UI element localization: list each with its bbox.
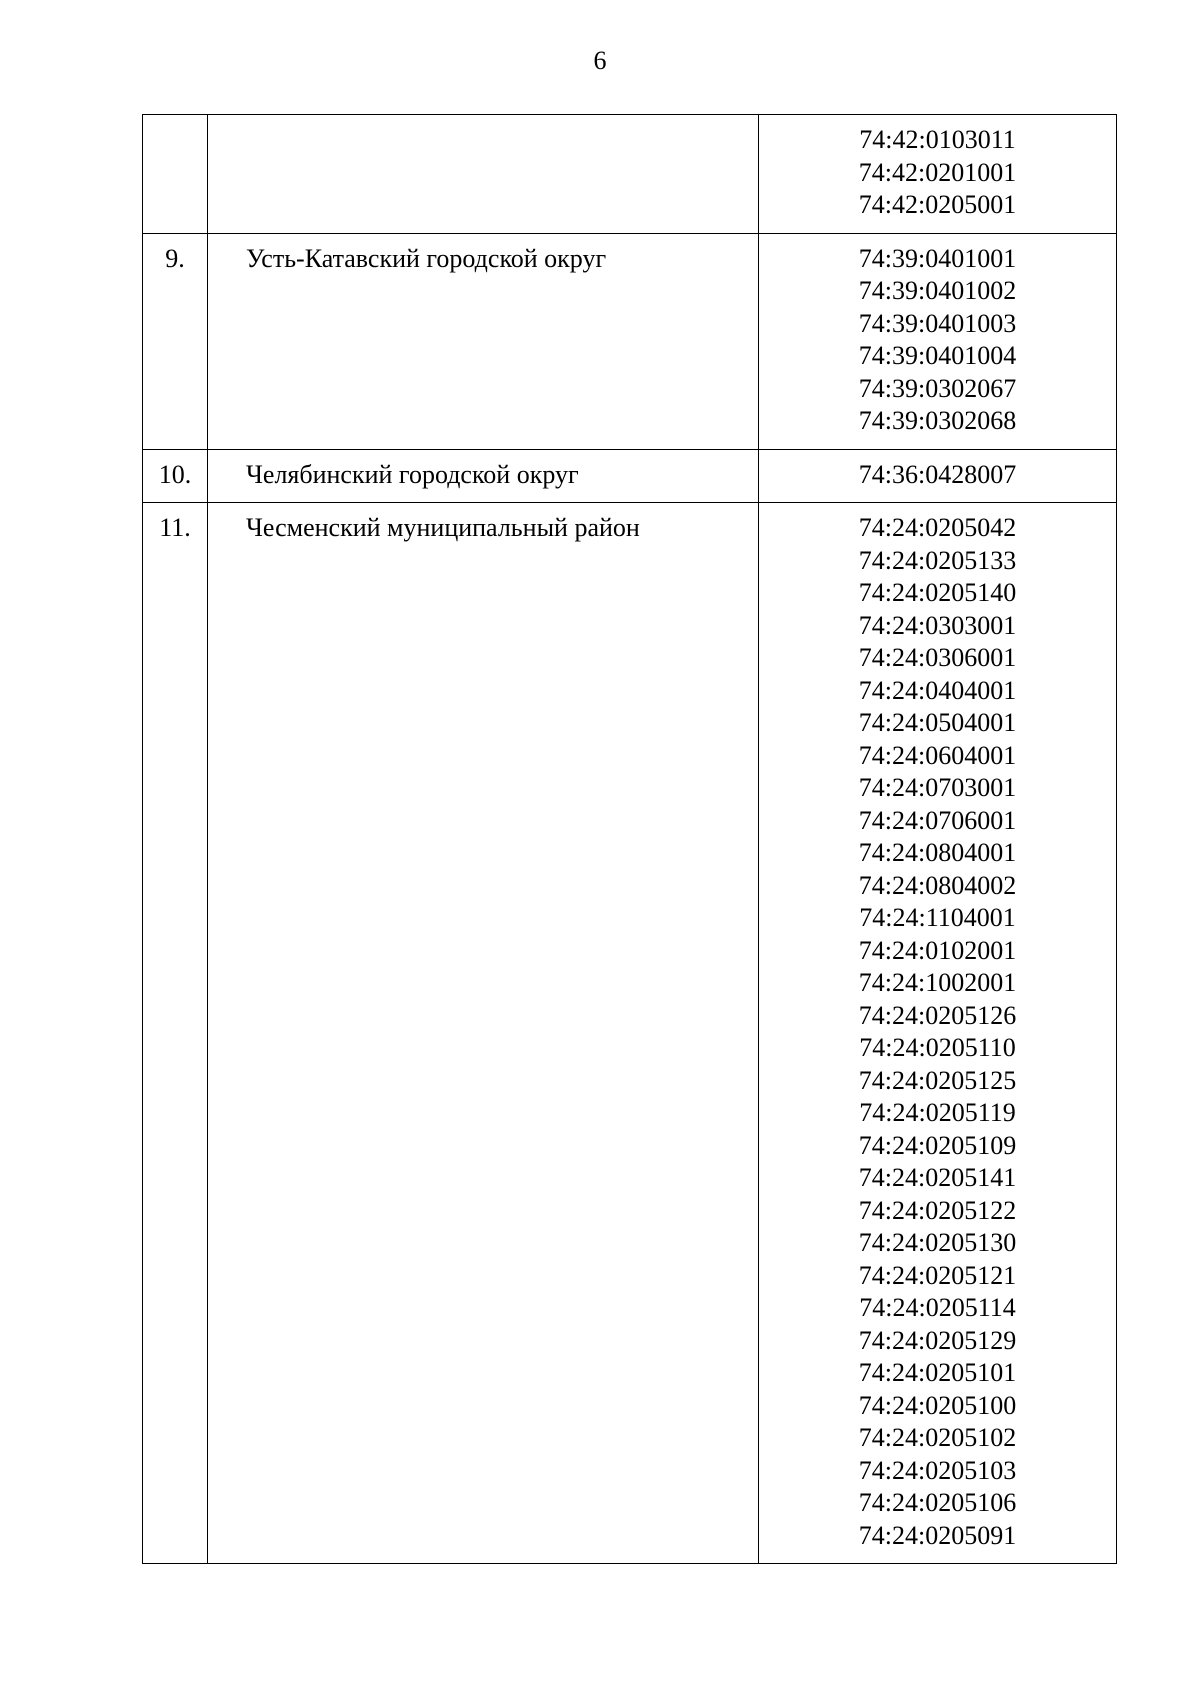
cadastral-code: 74:42:0201001 (858, 157, 1017, 187)
cadastral-code: 74:39:0401004 (858, 341, 1017, 370)
cadastral-code: 74:24:0205119 (859, 1098, 1016, 1127)
cadastral-code: 74:24:1104001 (859, 903, 1016, 932)
cadastral-code: 74:24:0205101 (858, 1358, 1017, 1387)
cadastral-code: 74:24:0205109 (858, 1130, 1017, 1160)
cadastral-code: 74:39:0302067 (858, 373, 1017, 403)
cadastral-code: 74:24:0205106 (858, 1488, 1017, 1517)
cadastral-code: 74:24:0205110 (859, 1033, 1016, 1062)
cadastral-code: 74:39:0401003 (858, 308, 1017, 338)
row-number: 11. (143, 503, 208, 1564)
cadastral-codes-cell (759, 503, 1117, 1564)
cadastral-code: 74:24:0102001 (858, 935, 1017, 965)
cadastral-code: 74:39:0401001 (858, 243, 1017, 273)
cadastral-code: 74:24:0205121 (858, 1260, 1017, 1290)
municipality-name: Челябинский городской округ (208, 449, 759, 503)
cadastral-code: 74:24:0205103 (858, 1455, 1017, 1485)
table-row (143, 503, 1117, 1564)
municipality-name: Усть-Катавский городской округ (208, 233, 759, 449)
page-number: 6 (593, 46, 607, 75)
cadastral-code: 74:24:0205140 (858, 578, 1017, 607)
cadastral-code: 74:36:0428007 (858, 459, 1017, 489)
table-body (143, 115, 1117, 1564)
cadastral-code: 74:24:0205125 (858, 1065, 1017, 1095)
cadastral-code: 74:24:0205126 (858, 1000, 1017, 1030)
cadastral-code: 74:24:0404001 (858, 675, 1017, 705)
cadastral-codes-cell (759, 115, 1117, 234)
cadastral-code: 74:24:0804001 (858, 838, 1017, 867)
row-number (143, 115, 208, 234)
cadastral-code: 74:24:0205133 (858, 545, 1017, 575)
cadastral-code: 74:24:0703001 (858, 773, 1017, 802)
cadastral-code: 74:24:0205122 (858, 1195, 1017, 1225)
cadastral-code: 74:24:1002001 (858, 968, 1017, 997)
table-row (143, 115, 1117, 234)
municipality-name (208, 115, 759, 234)
cadastral-code: 74:24:0205091 (858, 1520, 1017, 1550)
cadastral-code: 74:42:0103011 (859, 125, 1016, 154)
cadastral-code: 74:24:0306001 (858, 643, 1017, 672)
row-number: 9. (143, 233, 208, 449)
cadastral-code: 74:24:0303001 (858, 610, 1017, 640)
cadastral-code: 74:24:0205102 (858, 1423, 1017, 1452)
cadastral-code: 74:24:0504001 (858, 708, 1017, 737)
table-row (143, 233, 1117, 449)
cadastral-code: 74:24:0205042 (858, 513, 1017, 542)
cadastral-code: 74:24:0604001 (858, 740, 1017, 770)
cadastral-code: 74:24:0205141 (858, 1163, 1017, 1192)
cadastral-code: 74:24:0205129 (858, 1325, 1017, 1355)
cadastral-code: 74:24:0205114 (859, 1293, 1016, 1322)
cadastral-code: 74:24:0205100 (858, 1390, 1017, 1420)
cadastral-code: 74:24:0706001 (858, 805, 1017, 835)
cadastral-codes-cell (759, 233, 1117, 449)
row-number: 10. (143, 449, 208, 503)
cadastral-codes-cell (759, 449, 1117, 503)
cadastral-code: 74:24:0804002 (858, 870, 1017, 900)
cadastral-code: 74:42:0205001 (858, 190, 1017, 219)
table-row (143, 449, 1117, 503)
cadastral-code: 74:39:0401002 (858, 276, 1017, 305)
cadastral-table (142, 114, 1117, 1564)
cadastral-code: 74:24:0205130 (858, 1228, 1017, 1257)
cadastral-code: 74:39:0302068 (858, 406, 1017, 435)
municipality-name: Чесменский муниципальный район (208, 503, 759, 1564)
